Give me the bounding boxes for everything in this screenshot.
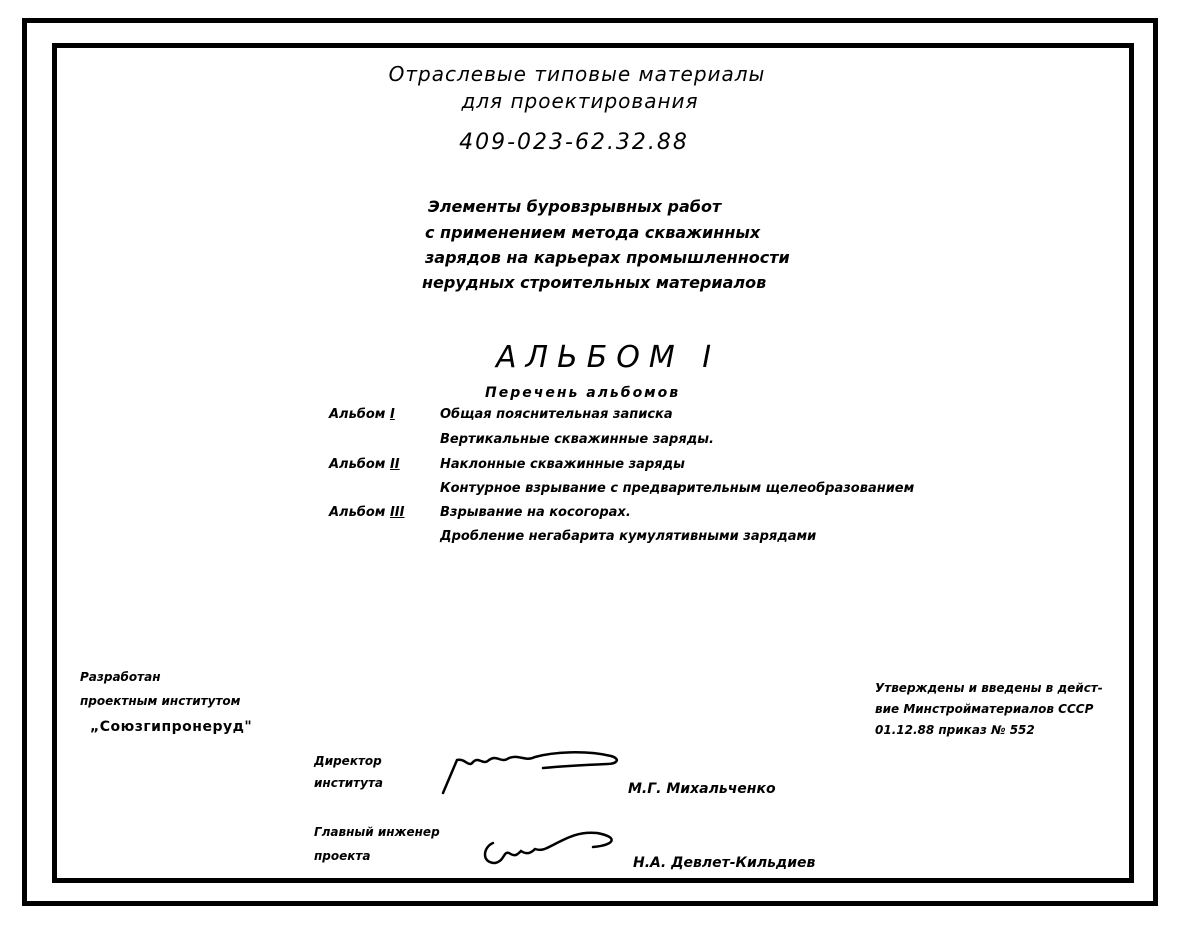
approval-line3: 01.12.88 приказ № 552 [875,723,1035,737]
album-1-item-1: Общая пояснительная записка [440,407,673,422]
developer-line2: проектным институтом [80,694,241,708]
document-code: 409-023-62.32.88 [459,130,689,155]
engineer-title-line2: проекта [314,849,371,863]
topic-line4: нерудных строительных материалов [422,273,767,292]
engineer-signature [475,825,625,870]
album-title: АЛЬБОМ I [496,340,721,375]
approval-line2: вие Минстройматериалов СССР [875,702,1094,716]
series-title-line1: Отраслевые типовые материалы [388,62,766,86]
director-name: М.Г. Михальченко [628,781,776,797]
developer-line1: Разработан [80,670,161,684]
topic-line1: Элементы буровзрывных работ [428,197,722,216]
album-1-item-2: Вертикальные скважинные заряды. [440,432,714,447]
album-3-item-1: Взрывание на косогорах. [440,505,631,520]
album-3-item-2: Дробление негабарита кумулятивными зарядами [440,529,817,544]
album-3-label: Альбом III [329,505,405,520]
director-title-line1: Директор [314,754,382,768]
album-1-label: Альбом I [329,407,395,422]
director-title-line2: института [314,776,384,790]
engineer-title-line1: Главный инженер [314,825,440,839]
album-2-item-2: Контурное взрывание с предварительным щелеобразованием [440,481,915,496]
album-2-item-1: Наклонные скважинные заряды [440,457,685,472]
album-2-label: Альбом II [329,457,400,472]
topic-line2: с применением метода скважинных [425,223,761,242]
approval-line1: Утверждены и введены в дейст- [875,681,1103,695]
developer-org: „Союзгипронеруд" [90,719,253,735]
director-signature [435,748,635,798]
engineer-name: Н.А. Девлет-Кильдиев [633,855,816,871]
albums-list-heading: Перечень альбомов [485,385,681,401]
series-title-line2: для проектирования [461,89,699,113]
topic-line3: зарядов на карьерах промышленности [425,248,790,267]
